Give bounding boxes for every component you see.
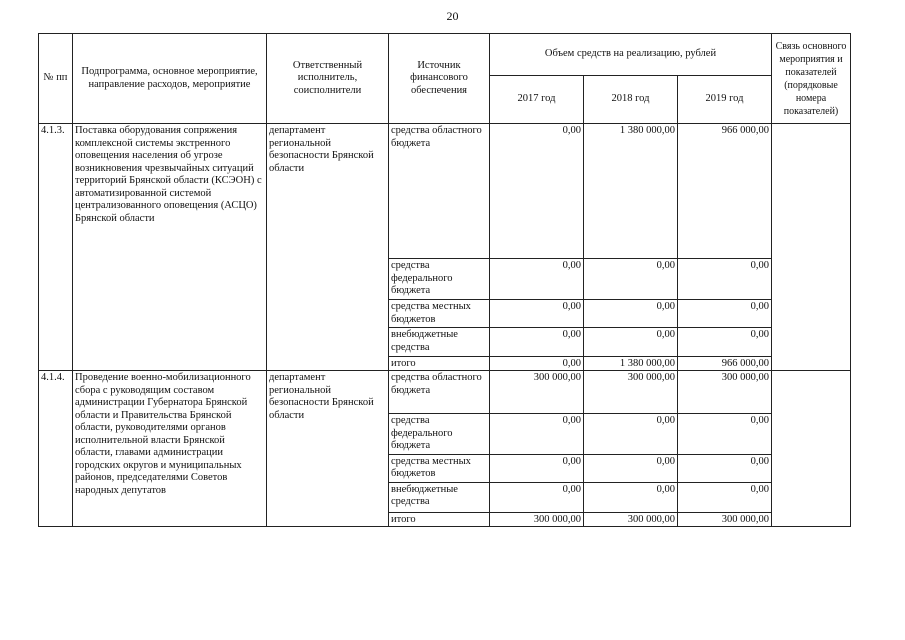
source-name: средства местных бюджетов — [389, 454, 490, 482]
header-num: № пп — [39, 34, 73, 124]
value-2019: 966 000,00 — [678, 124, 772, 259]
header-executor: Ответственный исполнитель, соисполнители — [267, 34, 389, 124]
value-2018: 0,00 — [584, 259, 678, 300]
value-2017: 300 000,00 — [490, 371, 584, 414]
value-2018: 0,00 — [584, 482, 678, 512]
total-2017: 300 000,00 — [490, 512, 584, 526]
value-2018: 0,00 — [584, 454, 678, 482]
total-2018: 300 000,00 — [584, 512, 678, 526]
value-2017: 0,00 — [490, 259, 584, 300]
header-year-2018: 2018 год — [584, 76, 678, 124]
source-name-total: итого — [389, 357, 490, 371]
source-name: внебюджетные средства — [389, 328, 490, 357]
value-2019: 0,00 — [678, 454, 772, 482]
budget-table — [38, 33, 851, 527]
header-link: Связь основного мероприятия и показателей (порядковые номера показателей) — [772, 34, 851, 124]
total-2017: 0,00 — [490, 357, 584, 371]
header-year-2019: 2019 год — [678, 76, 772, 124]
value-2017: 0,00 — [490, 124, 584, 259]
header-amount: Объем средств на реализацию, рублей — [490, 34, 772, 76]
page-number: 20 — [446, 9, 459, 23]
value-2019: 0,00 — [678, 259, 772, 300]
row-number: 4.1.3. — [39, 124, 73, 371]
total-2019: 966 000,00 — [678, 357, 772, 371]
source-name-total: итого — [389, 512, 490, 526]
row-executor: департамент региональной безопасности Брянской области — [267, 124, 389, 371]
source-name: средства местных бюджетов — [389, 300, 490, 328]
value-2017: 0,00 — [490, 482, 584, 512]
value-2018: 300 000,00 — [584, 371, 678, 414]
row-link — [772, 371, 851, 527]
source-name: средства областного бюджета — [389, 371, 490, 414]
value-2018: 1 380 000,00 — [584, 124, 678, 259]
header-year-2017: 2017 год — [490, 76, 584, 124]
value-2019: 0,00 — [678, 482, 772, 512]
table-row — [39, 124, 851, 259]
value-2017: 0,00 — [490, 300, 584, 328]
value-2019: 300 000,00 — [678, 371, 772, 414]
source-name: внебюджетные средства — [389, 482, 490, 512]
row-executor: департамент региональной безопасности Брянской области — [267, 371, 389, 527]
table-row — [39, 371, 851, 414]
header-source: Источник финансового обеспечения — [389, 34, 490, 124]
row-program: Проведение военно-мобилизационного сбора с руководящим составом администрации Губернатора Брянской области и Правительства Брянской области, руководителями органов исполнительной власти Брянской области, главами администрации городских округов и муниципальных районов, председателями Советов народных депутатов — [73, 371, 267, 527]
value-2017: 0,00 — [490, 454, 584, 482]
value-2018: 0,00 — [584, 300, 678, 328]
value-2019: 0,00 — [678, 414, 772, 455]
row-number: 4.1.4. — [39, 371, 73, 527]
source-name: средства федерального бюджета — [389, 259, 490, 300]
value-2018: 0,00 — [584, 328, 678, 357]
source-name: средства федерального бюджета — [389, 414, 490, 455]
source-name: средства областного бюджета — [389, 124, 490, 259]
value-2019: 0,00 — [678, 328, 772, 357]
total-2019: 300 000,00 — [678, 512, 772, 526]
row-program: Поставка оборудования сопряжения комплексной системы экстренного оповещения населения об угрозе возникновения чрезвычайных ситуаций территорий Брянской области (КСЭОН) с автоматизированной системой централизованного оповещения (АСЦО) Брянской области — [73, 124, 267, 371]
value-2017: 0,00 — [490, 328, 584, 357]
row-link — [772, 124, 851, 371]
total-2018: 1 380 000,00 — [584, 357, 678, 371]
value-2019: 0,00 — [678, 300, 772, 328]
value-2017: 0,00 — [490, 414, 584, 455]
value-2018: 0,00 — [584, 414, 678, 455]
header-program: Подпрограмма, основное мероприятие, направление расходов, мероприятие — [73, 34, 267, 124]
